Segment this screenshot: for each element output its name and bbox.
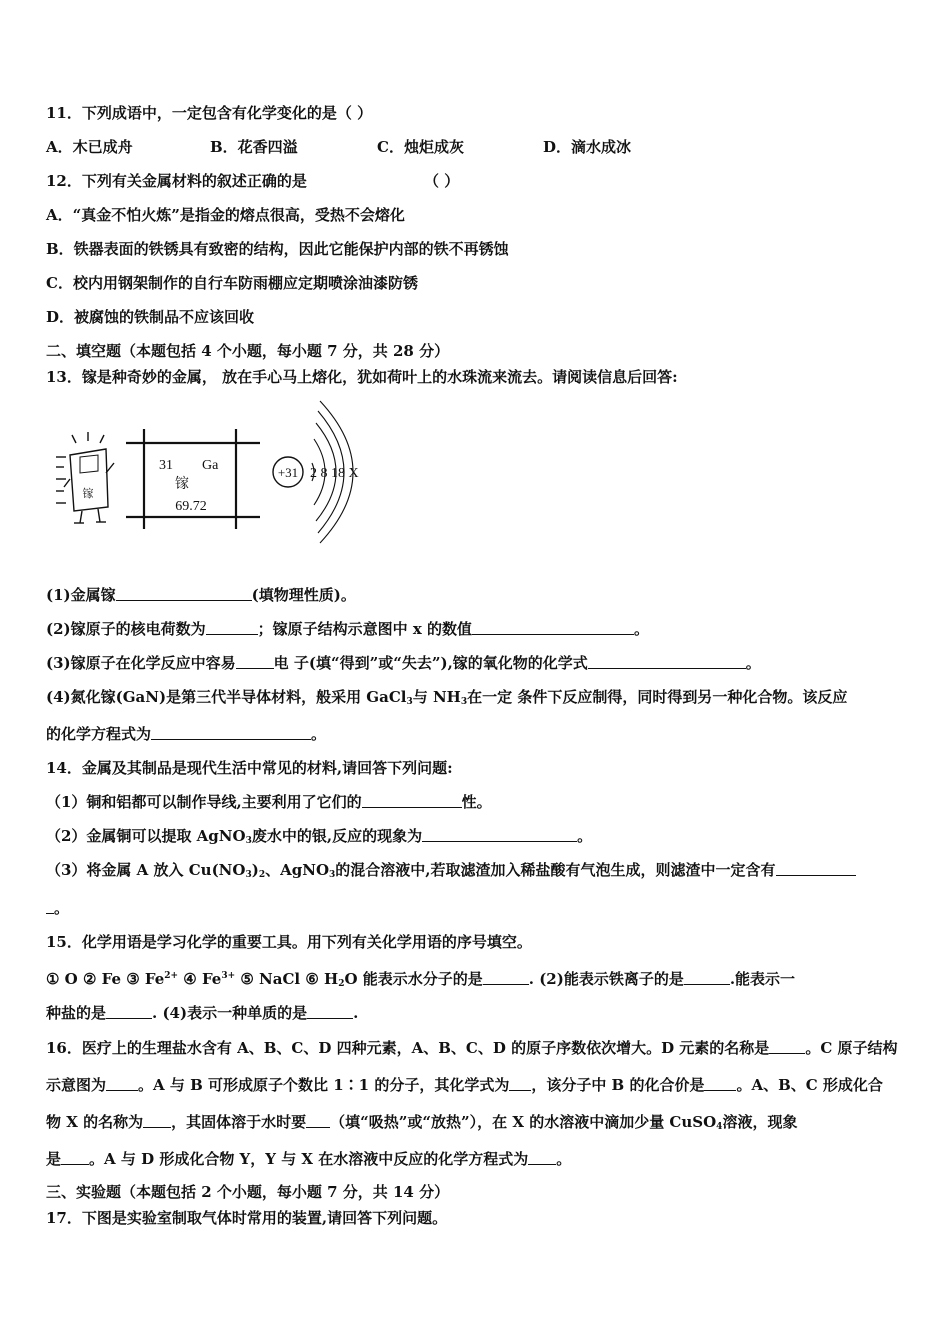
answer-blank[interactable] (509, 1076, 531, 1091)
q12-option-a[interactable]: A．“真金不怕火炼”是指金的熔点很高，受热不会熔化 (46, 206, 405, 224)
answer-blank[interactable] (116, 586, 252, 601)
q14-part-1: （1）铜和铝都可以制作导线,主要利用了它们的 性。 (46, 793, 492, 811)
gallium-mascot-icon (56, 432, 114, 523)
answer-blank[interactable] (106, 1004, 152, 1019)
answer-blank[interactable] (236, 654, 274, 669)
gallium-info-figure (46, 395, 386, 555)
q14-part-3: （3）将金属 A 放入 $Cu(NO_3)_2$、AgNO$_3$的混合溶液中,若取滤渣加入稀盐酸有气泡生成，则滤渣中一定含有 (46, 860, 856, 885)
q15-line-2: 种盐的是 . (4)表示一种单质的是 . (46, 1004, 359, 1022)
answer-blank[interactable] (362, 793, 462, 808)
answer-blank[interactable] (306, 1113, 330, 1128)
answer-blank[interactable] (483, 970, 529, 985)
answer-blank[interactable] (106, 1076, 138, 1091)
answer-blank[interactable] (143, 1113, 171, 1128)
answer-blank[interactable] (151, 725, 311, 740)
answer-blank[interactable] (206, 620, 258, 635)
q13-stem: 13．镓是种奇妙的金属， 放在手心马上熔化，犹如荷叶上的水珠流来流去。请阅读信息后回答: (46, 368, 678, 386)
q12-option-b[interactable]: B．铁器表面的铁锈具有致密的结构，因此它能保护内部的铁不再锈蚀 (46, 240, 509, 258)
q15-stem: 15．化学用语是学习化学的重要工具。用下列有关化学用语的序号填空。 (46, 933, 532, 951)
q11-stem: 11．下列成语中，一定包含有化学变化的是（ ） (46, 104, 373, 122)
answer-blank[interactable] (307, 1004, 353, 1019)
q12-option-d[interactable]: D．被腐蚀的铁制品不应该回收 (46, 308, 255, 326)
answer-blank[interactable] (61, 1150, 89, 1165)
section-3-heading: 三、实验题（本题包括 2 个小题，每小题 7 分，共 14 分） (46, 1183, 450, 1201)
answer-blank[interactable] (528, 1150, 556, 1165)
q11-option-a[interactable]: A．木已成舟 (46, 138, 133, 156)
answer-blank[interactable] (588, 654, 746, 669)
atomic-number: 31 (159, 458, 173, 473)
answer-blank[interactable] (684, 970, 730, 985)
q14-part-3-cont: 。 (46, 898, 69, 918)
q14-part-2: （2）金属铜可以提取 AgNO$_3$废水中的银,反应的现象为 。 (46, 827, 593, 846)
answer-blank[interactable] (776, 861, 856, 876)
q13-part-4: (4)氮化镓(GaN)是第三代半导体材料，般采用 GaCl$_3$与 $NH_3$在一定 条件下反应制得，同时得到另一种化合物。该反应 (46, 688, 848, 707)
answer-blank[interactable] (46, 899, 54, 914)
electron-shell-counts: 2 8 18 X (310, 466, 359, 481)
q16-line-3: 物 X 的名称为 ，其固体溶于水时要 （填“吸热”或“放热”），在 X 的水溶液中滴加少量 CuSO$_4$溶液，现象 (46, 1113, 798, 1132)
q13-part-4-cont: 的化学方程式为 。 (46, 725, 327, 743)
mascot-label: 镓 (82, 487, 94, 500)
nucleus-charge: +31 (277, 465, 299, 480)
periodic-table-cell (126, 429, 260, 529)
q14-stem: 14．金属及其制品是现代生活中常见的材料,请回答下列问题: (46, 759, 453, 777)
q16-line-2: 示意图为 。A 与 B 可形成原子个数比 1∶1 的分子，其化学式为 ，该分子中 B 的化合价是 。A、B、C 形成化合 (46, 1076, 883, 1094)
answer-blank[interactable] (472, 620, 634, 635)
atomic-mass: 69.72 (175, 499, 207, 514)
answer-blank[interactable] (422, 827, 577, 842)
q12-answer-paren: （ ） (424, 172, 460, 190)
answer-blank[interactable] (769, 1039, 805, 1054)
answer-blank[interactable] (704, 1076, 736, 1091)
q13-part-1: (1)金属镓 (填物理性质)。 (46, 586, 356, 604)
q13-part-3: (3)镓原子在化学反应中容易 电 子(填“得到”或“失去”),镓的氧化物的化学式 。 (46, 654, 761, 672)
q11-option-c[interactable]: C．烛炬成灰 (377, 138, 464, 156)
section-2-heading: 二、填空题（本题包括 4 个小题，每小题 7 分，共 28 分） (46, 342, 450, 360)
q17-stem: 17．下图是实验室制取气体时常用的装置,请回答下列问题。 (46, 1209, 448, 1227)
element-name: 镓 (175, 476, 189, 492)
q12-stem: 12．下列有关金属材料的叙述正确的是 (46, 172, 307, 190)
q16-line-1: 16．医疗上的生理盐水含有 A、B、C、D 四种元素，A、B、C、D 的原子序数依次增大。D 元素的名称是 。C 原子结构 (46, 1039, 898, 1057)
q13-part-2: (2)镓原子的核电荷数为 ；镓原子结构示意图中 x 的数值 。 (46, 620, 650, 638)
q11-option-d[interactable]: D．滴水成冰 (543, 138, 632, 156)
q15-line-1: ① O ② Fe ③ $Fe^{2+}$ ④ $Fe^{3+}$ ⑤ NaCl ⑥ $H_2O$ 能表示水分子的是 . (2)能表示铁离子的是 .能表示一 (46, 970, 796, 989)
q11-option-b[interactable]: B．花香四溢 (210, 138, 298, 156)
q16-line-4: 是 。A 与 D 形成化合物 Y，Y 与 X 在水溶液中反应的化学方程式为 。 (46, 1150, 572, 1168)
q12-option-c[interactable]: C．校内用钢架制作的自行车防雨棚应定期喷涂油漆防锈 (46, 274, 418, 292)
element-symbol: Ga (202, 458, 219, 473)
